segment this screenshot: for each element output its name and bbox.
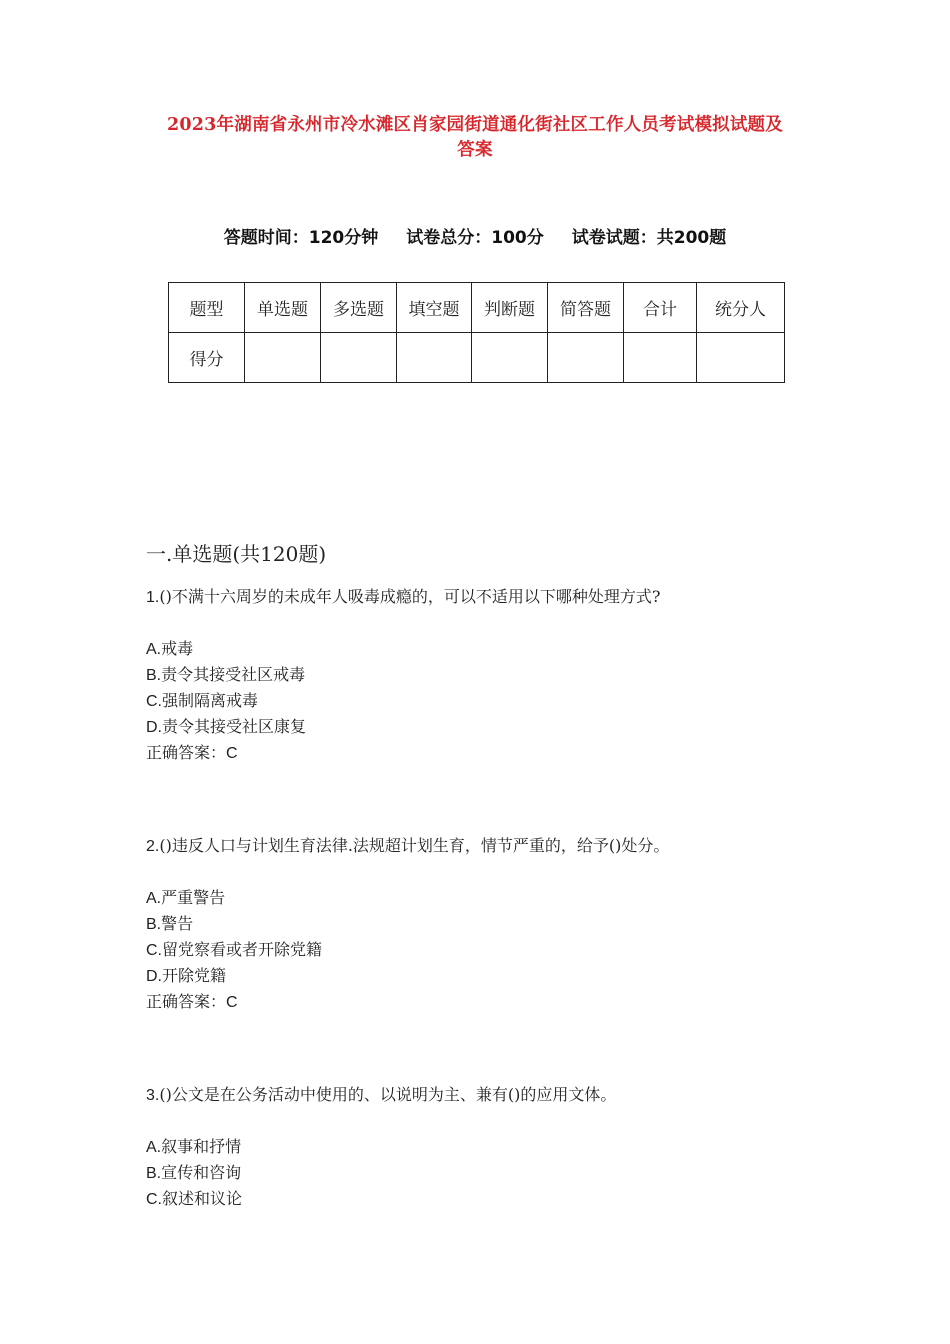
option-b: B.责令其接受社区戒毒	[146, 665, 306, 684]
score-table-row-label: 得分	[169, 333, 245, 383]
option-c: C.强制隔离戒毒	[146, 691, 259, 710]
question-text: ()不满十六周岁的未成年人吸毒成瘾的，可以不适用以下哪种处理方式?	[159, 587, 661, 606]
question-item	[146, 834, 846, 1015]
option-c: C.留党察看或者开除党籍	[146, 940, 323, 959]
score-table-header-cell: 多选题	[321, 283, 397, 333]
correct-answer: 正确答案：C	[146, 992, 238, 1011]
document-title-line-2: 答案	[457, 140, 493, 160]
section-heading: 一.单选题(共120题)	[146, 542, 327, 566]
question-item	[146, 585, 846, 766]
option-a: A.戒毒	[146, 639, 194, 658]
score-table-cell	[397, 333, 472, 383]
correct-answer: 正确答案：C	[146, 743, 238, 762]
option-b: B.宣传和咨询	[146, 1163, 242, 1182]
score-table-cell	[472, 333, 548, 383]
option-a: A.严重警告	[146, 888, 226, 907]
score-table-cell	[624, 333, 697, 383]
answer-value: C	[226, 994, 238, 1011]
score-table-header-cell: 单选题	[245, 283, 321, 333]
score-table-cell	[548, 333, 624, 383]
option-a: A.叙事和抒情	[146, 1137, 242, 1156]
score-table-header-cell: 填空题	[397, 283, 472, 333]
question-item	[146, 1083, 846, 1212]
score-table-header-row	[169, 283, 785, 333]
score-table-score-row	[169, 333, 785, 383]
score-table-cell	[321, 333, 397, 383]
score-table-cell	[245, 333, 321, 383]
option-d: D.开除党籍	[146, 966, 227, 985]
exam-question-count: 试卷试题：共200题	[571, 228, 727, 248]
document-title	[120, 113, 830, 163]
score-table-header-cell: 简答题	[548, 283, 624, 333]
question-text: ()公文是在公务活动中使用的、以说明为主、兼有()的应用文体。	[159, 1085, 617, 1104]
score-table-header-cell: 判断题	[472, 283, 548, 333]
question-number: 3.	[146, 1087, 160, 1104]
score-table	[168, 282, 785, 383]
question-stem	[146, 1083, 846, 1108]
exam-time: 答题时间：120分钟	[223, 228, 379, 248]
score-table-header-cell: 合计	[624, 283, 697, 333]
option-b: B.警告	[146, 914, 194, 933]
option-c: C.叙述和议论	[146, 1189, 243, 1208]
answer-value: C	[226, 745, 238, 762]
exam-total-score: 试卷总分：100分	[406, 228, 544, 248]
option-d: D.责令其接受社区康复	[146, 717, 307, 736]
question-stem	[146, 834, 846, 859]
score-table-header-cell: 统分人	[697, 283, 785, 333]
question-number: 1.	[146, 589, 160, 606]
question-text: ()违反人口与计划生育法律.法规超计划生育，情节严重的，给予()处分。	[159, 836, 670, 855]
document-title-line-1: 2023年湖南省永州市冷水滩区肖家园街道通化街社区工作人员考试模拟试题及	[167, 115, 783, 135]
question-number: 2.	[146, 838, 160, 855]
score-table-cell	[697, 333, 785, 383]
score-table-header-cell: 题型	[169, 283, 245, 333]
question-stem	[146, 585, 846, 610]
exam-meta	[0, 226, 950, 250]
